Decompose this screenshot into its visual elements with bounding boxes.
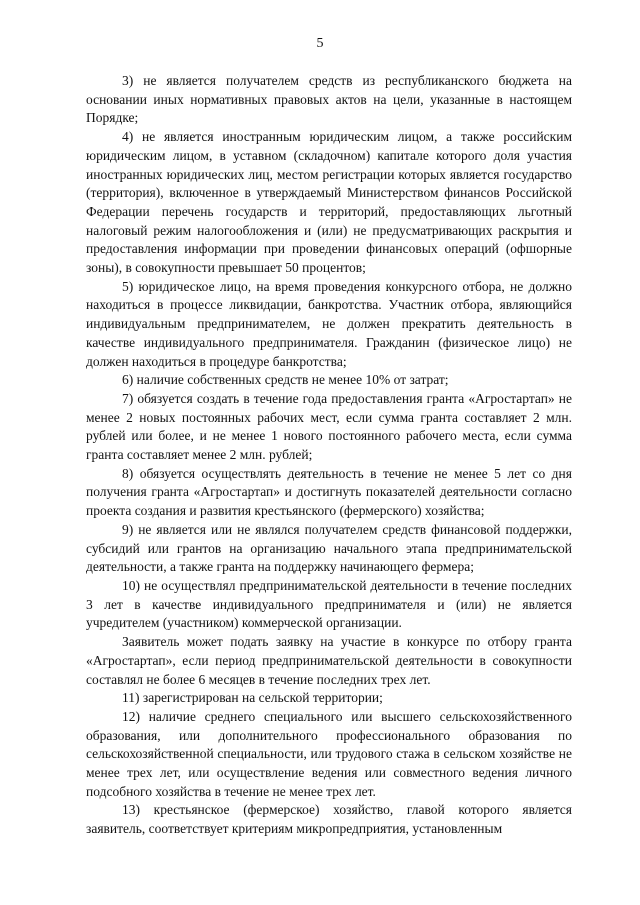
paragraph-item-11: 11) зарегистрирован на сельской территории; <box>122 690 383 706</box>
paragraph-item-5: 5) юридическое лицо, на время проведения конкурсного отбора, не должно находиться в процессе ликвидации, банкротства. Участник отбора, являющийся индивидуальным предпринимателем, не должен прекратить деятельность в качестве индивидуального предпринимателя. Гражданин (физическое лицо) не должен находиться в процедуре банкротства; <box>86 278 572 369</box>
paragraph-item-8: 8) обязуется осуществлять деятельность в течение не менее 5 лет со дня получения гранта «Агростартап» и достигнуть показателей деятельности согласно проекта создания и развития крестьянского (фермерского) хозяйства; <box>86 465 572 519</box>
paragraph-item-12: 12) наличие среднего специального или высшего сельскохозяйственного образования, или дополнительного профессионального образования по сельскохозяйственной специальности, или трудового стажа в сельском хозяйстве не менее трех лет, или осуществление ведения или совместного ведения личного подсобного хозяйства в течение не менее трех лет. <box>86 708 572 799</box>
paragraph-item-3: 3) не является получателем средств из республиканского бюджета на основании иных нормативных правовых актов на цели, указанные в настоящем Порядке; <box>86 73 572 126</box>
document-body <box>86 72 572 839</box>
paragraph-applicant-note: Заявитель может подать заявку на участие в конкурсе по отбору гранта «Агростартап», если период предпринимательской деятельности в совокупности составлял не более 6 месяцев в течение последних трех лет. <box>86 634 572 687</box>
paragraph-item-9: 9) не является или не являлся получателем средств финансовой поддержки, субсидий или грантов на организацию начального этапа предпринимательской деятельности, а также гранта на поддержку начинающего фермера; <box>86 521 572 575</box>
page-number: 5 <box>316 36 324 51</box>
paragraph-item-10: 10) не осуществлял предпринимательской деятельности в течение последних 3 лет в качестве индивидуального предпринимателя и (или) не является учредителем (участником) коммерческой организации. <box>86 577 572 631</box>
paragraph-item-7: 7) обязуется создать в течение года предоставления гранта «Агростартап» не менее 2 новых постоянных рабочих мест, если сумма гранта составляет 2 млн. рублей или более, и не менее 1 нового постоянного рабочего места, если сумма гранта составляет менее 2 млн. рублей; <box>86 390 572 463</box>
paragraph-item-6: 6) наличие собственных средств не менее 10% от затрат; <box>122 372 449 388</box>
paragraph-item-4: 4) не является иностранным юридическим лицом, а также российским юридическим лицом, в уставном (складочном) капитале которого доля участия иностранных юридических лиц, местом регистрации которых является государство (территория), включенное в утверждаемый Министерством финансов Российской Федерации перечень государств и территорий, предоставляющих льготный налоговый режим налогообложения и (или) не предусматривающих раскрытия и предоставления информации при проведении финансовых операций (офшорные зоны), в совокупности превышает 50 процентов; <box>86 129 572 276</box>
paragraph-item-13: 13) крестьянское (фермерское) хозяйство, главой которого является заявитель, соответствует критериям микропредприятия, установленным <box>86 802 572 837</box>
